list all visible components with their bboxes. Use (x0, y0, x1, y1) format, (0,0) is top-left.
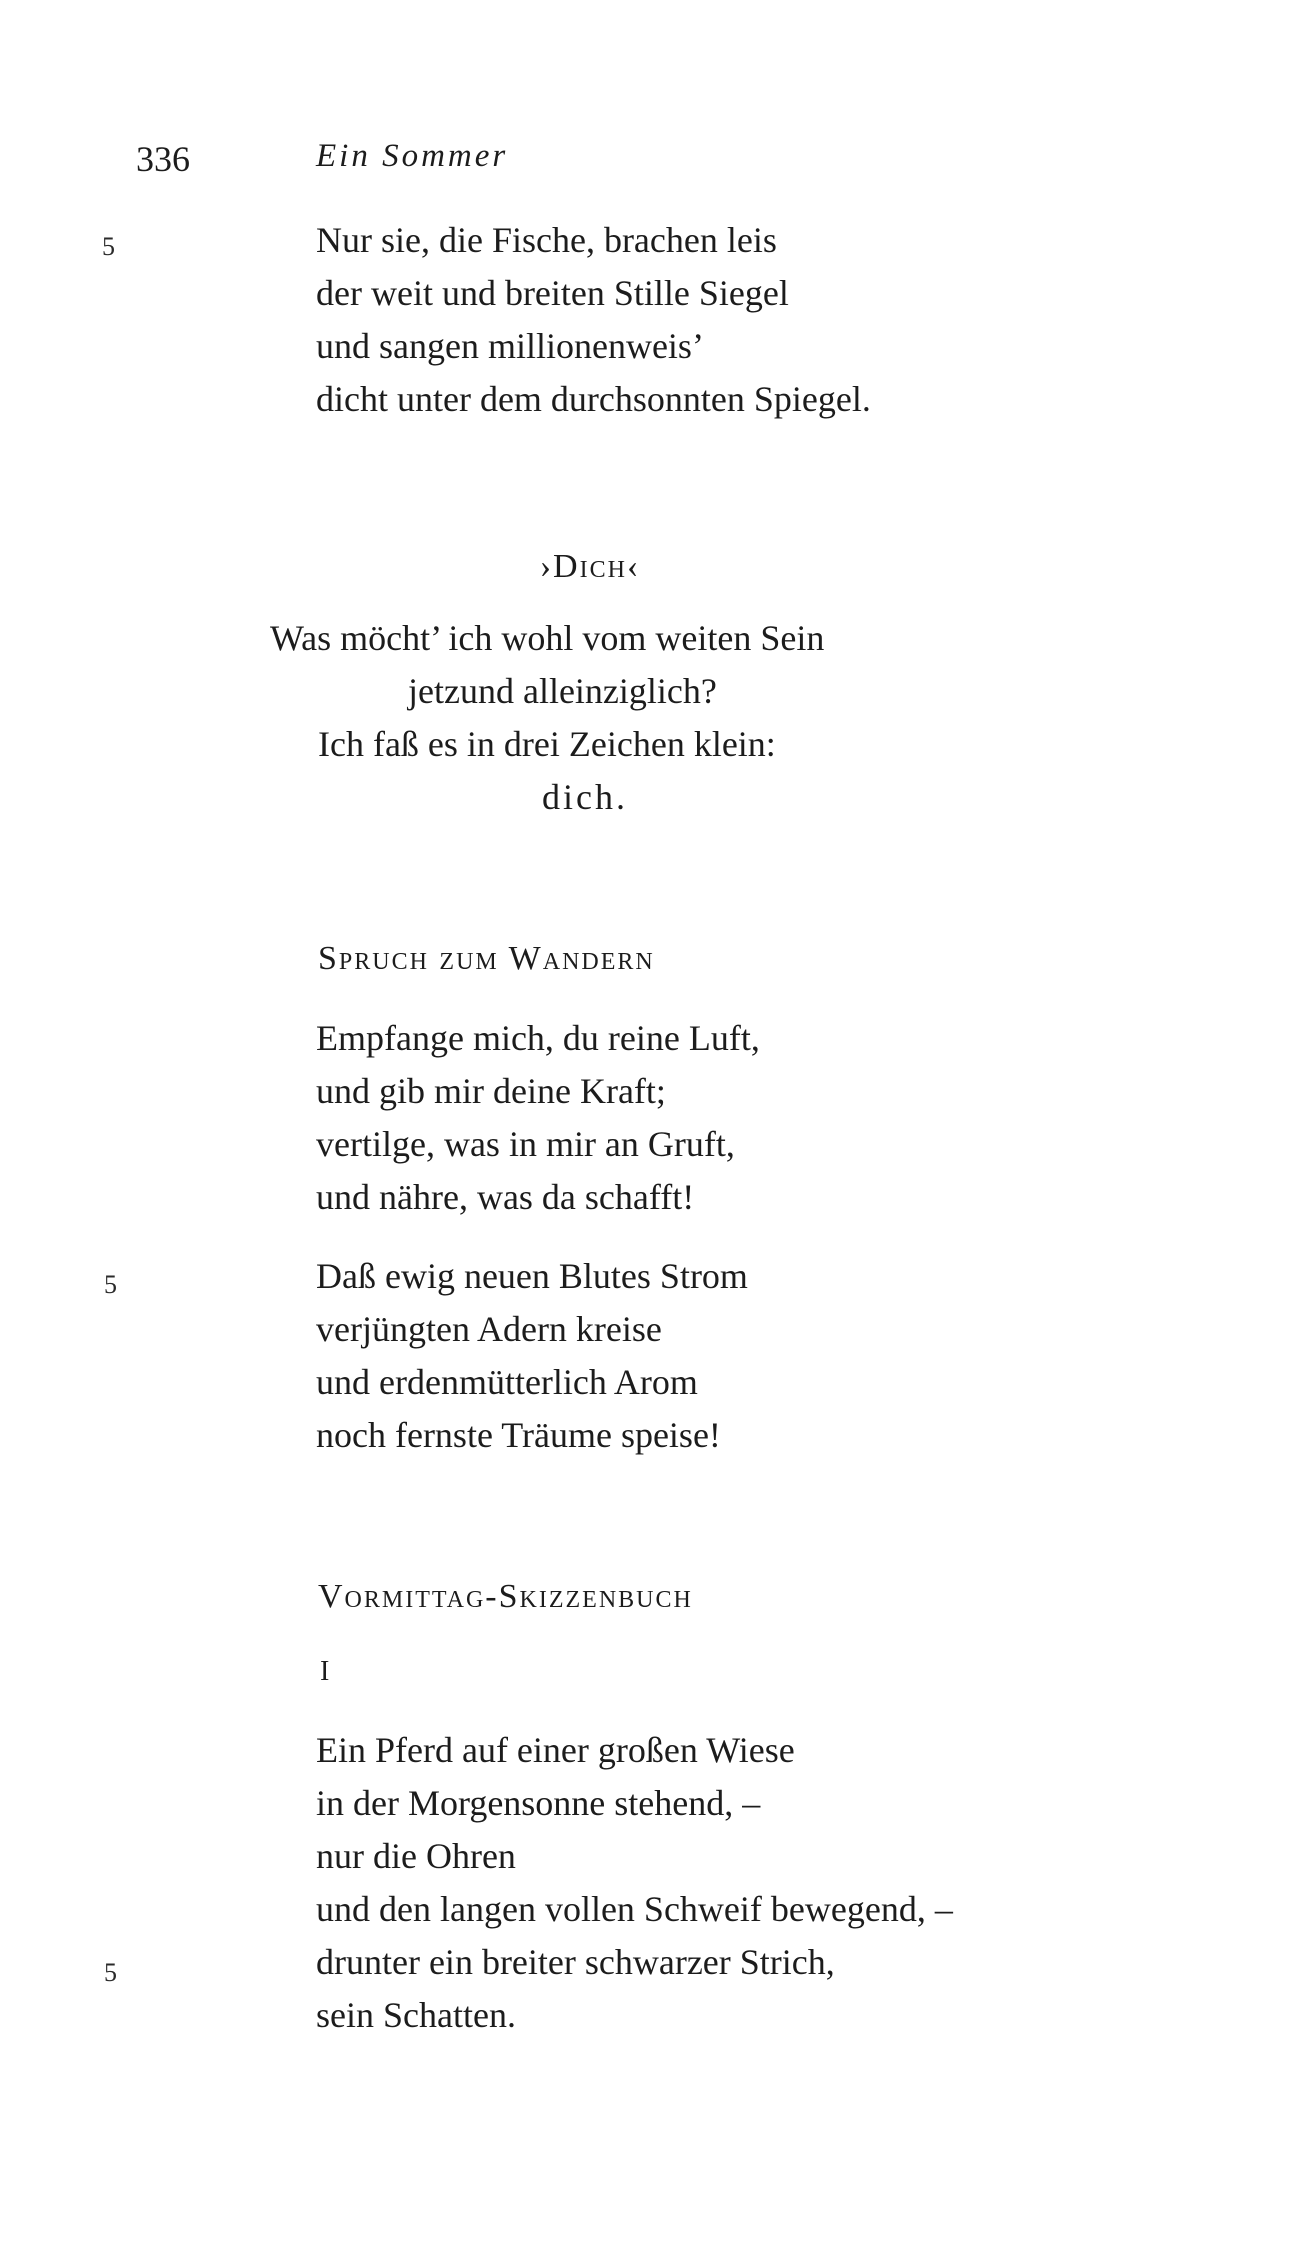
verse-line: nur die Ohren (316, 1836, 516, 1876)
verse-line: und sangen millionenweis’ (316, 326, 704, 366)
verse-line: Was möcht’ ich wohl vom weiten Sein (270, 618, 825, 658)
page-number: 336 (136, 139, 190, 179)
verse-line: und den langen vollen Schweif bewegend, – (316, 1889, 953, 1929)
verse-line: sein Schatten. (316, 1995, 516, 2035)
verse-line: Ein Pferd auf einer großen Wiese (316, 1730, 795, 1770)
verse-line: Empfange mich, du reine Luft, (316, 1018, 760, 1058)
running-title: Ein Sommer (316, 138, 509, 174)
verse-line: dich. (542, 777, 628, 817)
verse-line: in der Morgensonne stehend, – (316, 1783, 761, 1823)
verse-line: noch fernste Träume speise! (316, 1415, 721, 1455)
line-number: 5 (104, 1958, 117, 1987)
verse-line: Nur sie, die Fische, brachen leis (316, 220, 777, 260)
verse-line: drunter ein breiter schwarzer Strich, (316, 1942, 835, 1982)
verse-line: und nähre, was da schafft! (316, 1177, 695, 1217)
verse-line: und erdenmütterlich Arom (316, 1362, 698, 1402)
verse-line: Ich faß es in drei Zeichen klein: (318, 724, 776, 764)
verse-line: jetzund alleinziglich? (408, 671, 717, 711)
verse-line: der weit und breiten Stille Siegel (316, 273, 789, 313)
verse-line: verjüngten Adern kreise (316, 1309, 662, 1349)
verse-line: und gib mir deine Kraft; (316, 1071, 666, 1111)
verse-line: vertilge, was in mir an Gruft, (316, 1124, 735, 1164)
poem-title-dich: ›Dich‹ (539, 548, 641, 585)
line-number: 5 (104, 1270, 117, 1299)
section-numeral: I (320, 1656, 330, 1687)
line-number: 5 (102, 232, 115, 261)
verse-line: Daß ewig neuen Blutes Strom (316, 1256, 748, 1296)
verse-line: dicht unter dem durchsonnten Spiegel. (316, 379, 871, 419)
poem-title-spruch: Spruch zum Wandern (318, 940, 655, 977)
poem-title-vormittag: Vormittag-Skizzenbuch (318, 1578, 693, 1615)
